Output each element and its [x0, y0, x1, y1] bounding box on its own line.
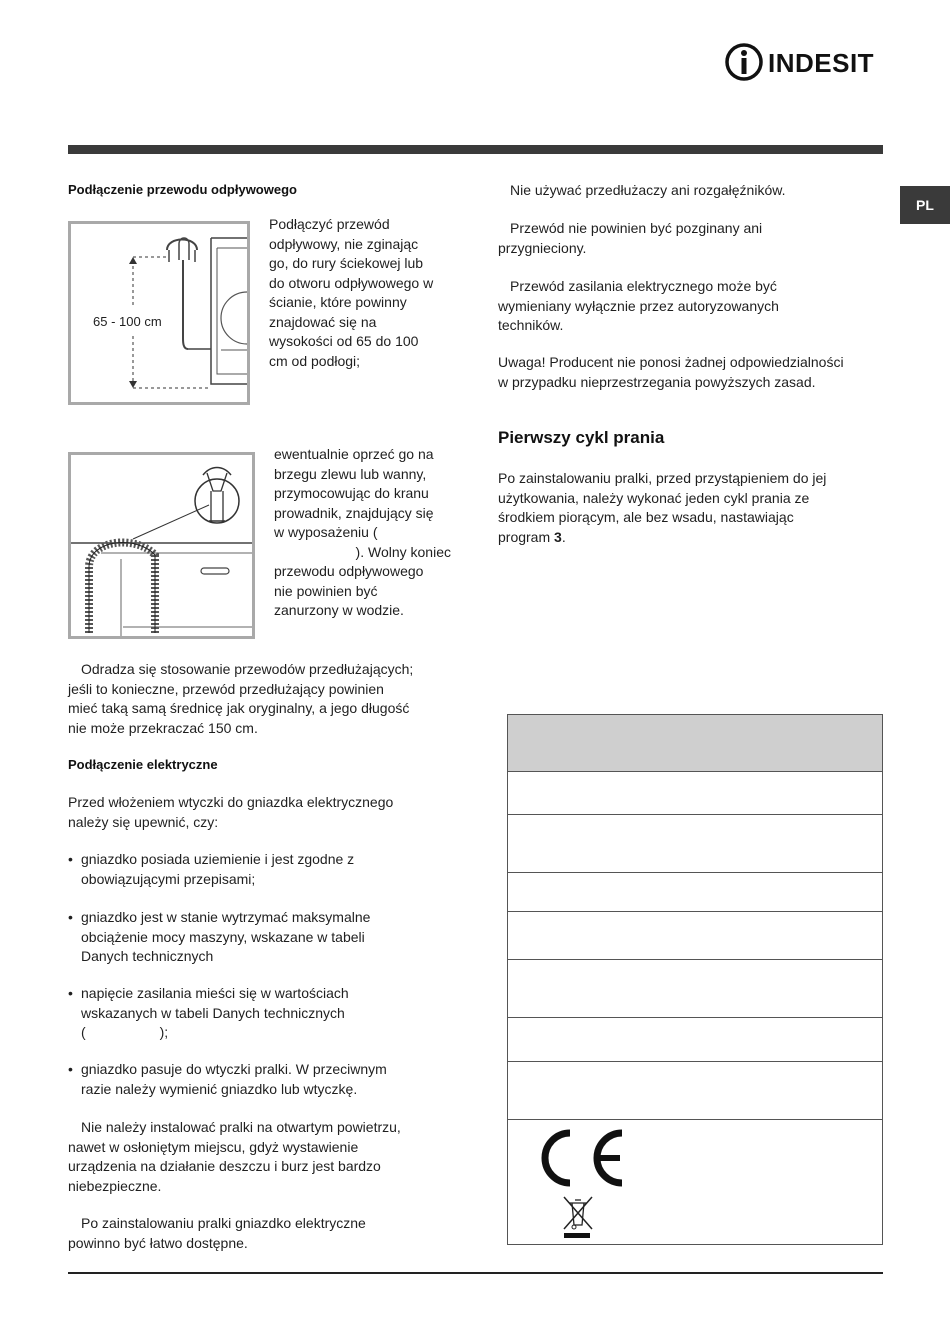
footer-line: [68, 1272, 883, 1274]
extension-line: nie może przekraczać 150 cm.: [68, 719, 258, 736]
bullet-icon: •: [68, 851, 73, 867]
bullet-line: napięcie zasilania mieści się w wartościach: [81, 985, 349, 1001]
bullet-line: Danych technicznych: [81, 948, 214, 964]
first-cycle-heading: Pierwszy cykl prania: [498, 428, 665, 447]
drain-wall-figure: [68, 221, 250, 405]
sink-hose-illustration: [71, 455, 252, 636]
electric-intro: [68, 793, 458, 832]
bullet-line: obowiązującymi przepisami;: [81, 870, 256, 887]
warning-text: [498, 353, 888, 392]
program-number: 3: [554, 528, 562, 545]
fig1-text: [269, 215, 459, 371]
first-cycle-text: [498, 469, 888, 547]
table-row-divider: [508, 959, 882, 960]
bullet-icon: •: [68, 909, 73, 925]
fig2-line: ). Wolny koniec: [355, 543, 451, 560]
drain-heading: Podłączenie przewodu odpływowego: [68, 182, 297, 197]
outdoor-line: Nie należy instalować pralki na otwartym powietrzu,: [81, 1119, 401, 1135]
electric-heading: Podłączenie elektryczne: [68, 757, 218, 772]
no-bend-text: [498, 219, 888, 258]
cable-line: Przewód zasilania elektrycznego może być: [510, 278, 777, 294]
fig2-line: zanurzony w wodzie.: [274, 602, 404, 618]
period: .: [561, 528, 566, 545]
paren-close: );: [159, 1024, 169, 1040]
table-row-divider: [508, 911, 882, 912]
cable-line: techników.: [498, 317, 564, 333]
header-bar: [68, 145, 883, 154]
bullet-item: [68, 850, 458, 890]
height-label: 65 - 100 cm: [93, 314, 162, 329]
fig1-line: wysokości od 65 do 100: [269, 333, 419, 349]
fig2-line: nie powinien być: [274, 582, 378, 599]
no-bend-line: przygnieciony.: [498, 239, 587, 256]
fig2-text: [274, 445, 451, 621]
sink-hose-figure: [68, 452, 255, 639]
bullet-icon: •: [68, 985, 73, 1001]
brand-name: INDESIT: [768, 48, 875, 78]
no-extension-text: [498, 181, 888, 201]
fig2-line: w wyposażeniu (: [274, 524, 378, 540]
no-extension-line: Nie używać przedłużaczy ani rozgałęźników.: [510, 182, 786, 198]
bullet-line: obciążenie mocy maszyny, wskazane w tabeli: [81, 928, 365, 945]
fig2-line: przewodu odpływowego: [274, 563, 424, 579]
extension-line: Odradza się stosowanie przewodów przedłużających;: [81, 661, 414, 677]
extension-line: jeśli to konieczne, przewód przedłużający powinien: [68, 680, 384, 697]
logo-i-icon: [724, 42, 764, 82]
bullet-line: razie należy wymienić gniazdko lub wtyczkę.: [81, 1080, 358, 1097]
first-cycle-line: użytkowania, należy wykonać jeden cykl prania ze: [498, 489, 810, 506]
table-row-divider: [508, 1017, 882, 1018]
weee-bin-icon: [560, 1195, 596, 1239]
bullet-item: [68, 908, 458, 968]
program-label: program: [498, 528, 555, 545]
bullet-line: gniazdko jest w stanie wytrzymać maksymalne: [81, 909, 371, 925]
bullet-line: gniazdko posiada uziemienie i jest zgodne z: [81, 851, 355, 867]
extension-paragraph: [68, 660, 458, 738]
fig1-line: ścianie, które powinny: [269, 294, 407, 310]
extension-line: mieć taką samą średnicę jak oryginalny, a jego długość: [68, 700, 410, 716]
fig2-line: przymocowując do kranu: [274, 485, 429, 501]
technical-data-table: [507, 714, 883, 1245]
warning-line: w przypadku nieprzestrzegania powyższych zasad.: [498, 373, 816, 390]
language-tab[interactable]: PL: [900, 186, 950, 224]
fig1-line: Podłączyć przewód: [269, 216, 390, 232]
bullet-line: [81, 1023, 456, 1043]
table-row-divider: [508, 814, 882, 815]
first-cycle-line: [498, 528, 888, 548]
outdoor-line: urządzenia na działanie deszczu i burz jest bardzo: [68, 1158, 381, 1174]
fig1-line: odpływowy, nie zginając: [269, 235, 419, 252]
cable-line: wymieniany wyłącznie przez autoryzowanych: [498, 297, 779, 314]
ce-mark-icon: [530, 1127, 630, 1189]
fig2-line: brzegu zlewu lub wanny,: [274, 465, 427, 482]
fig1-line: go, do rury ściekowej lub: [269, 255, 424, 271]
table-row-divider: [508, 872, 882, 873]
no-bend-line: Przewód nie powinien być pozginany ani: [510, 220, 763, 236]
paren-open: (: [81, 1024, 86, 1040]
fig1-line: cm od podłogi;: [269, 352, 361, 369]
intro-line: należy się upewnić, czy:: [68, 813, 219, 830]
fig1-line: znajdować się na: [269, 313, 377, 330]
warning-line: Uwaga! Producent nie ponosi żadnej odpowiedzialności: [498, 354, 844, 370]
access-paragraph: [68, 1214, 458, 1253]
indesit-logo: [724, 42, 884, 82]
intro-line: Przed włożeniem wtyczki do gniazdka elektrycznego: [68, 794, 394, 810]
fig1-line: do otworu odpływowego w: [269, 274, 434, 291]
bullet-item: [68, 1060, 458, 1100]
table-header: [508, 715, 882, 772]
bullet-item: [68, 984, 458, 1044]
first-cycle-line: Po zainstalowaniu pralki, przed przystąpieniem do jej: [498, 470, 827, 486]
first-cycle-line: środkiem piorącym, ale bez wsadu, nastawiając: [498, 509, 794, 525]
access-line: powinno być łatwo dostępne.: [68, 1234, 248, 1251]
bullet-line: wskazanych w tabeli Danych technicznych: [81, 1004, 345, 1021]
outdoor-paragraph: [68, 1118, 458, 1196]
outdoor-line: nawet w osłoniętym miejscu, gdyż wystawienie: [68, 1138, 359, 1155]
bullet-line: gniazdko pasuje do wtyczki pralki. W przeciwnym: [81, 1061, 387, 1077]
cable-replace-text: [498, 277, 888, 336]
table-row-divider: [508, 1061, 882, 1062]
fig2-line: prowadnik, znajdujący się: [274, 504, 434, 521]
table-row-divider: [508, 1119, 882, 1120]
fig2-line: ewentualnie oprzeć go na: [274, 446, 434, 462]
outdoor-line: niebezpieczne.: [68, 1177, 162, 1194]
access-line: Po zainstalowaniu pralki gniazdko elektryczne: [81, 1215, 366, 1231]
bullet-icon: •: [68, 1061, 73, 1077]
